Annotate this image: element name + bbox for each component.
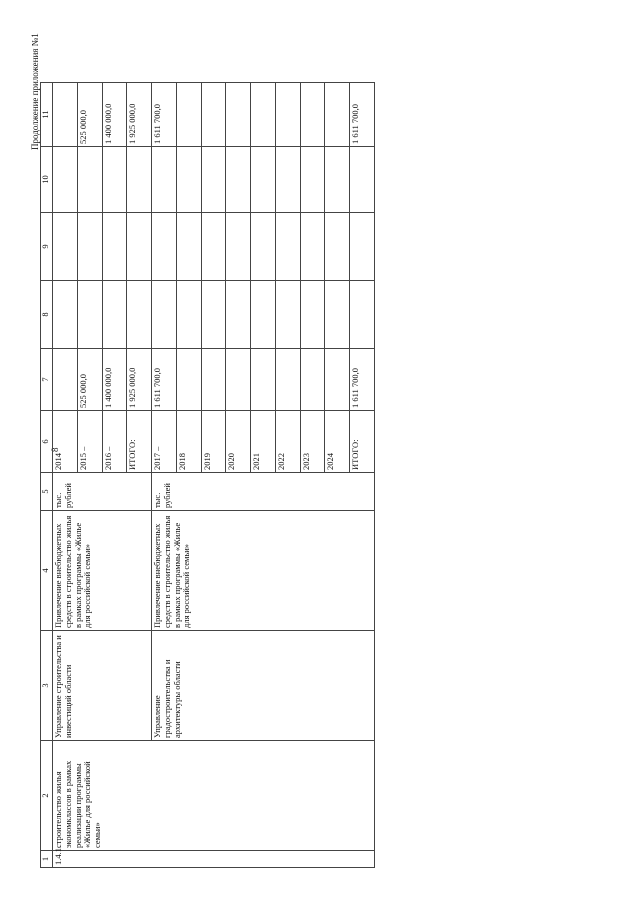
empty-cell xyxy=(53,213,78,281)
empty-cell xyxy=(251,281,276,349)
empty-cell xyxy=(127,213,152,281)
empty-cell xyxy=(77,147,102,213)
empty-cell xyxy=(201,213,226,281)
col-header: 10 xyxy=(41,147,53,213)
page-number: 8 xyxy=(50,447,60,452)
value-cell xyxy=(201,349,226,411)
executor-cell: Управление градостроительства и архитектуры области xyxy=(152,631,375,741)
total-cell: 1 611 700,0 xyxy=(152,83,177,147)
empty-cell xyxy=(201,281,226,349)
unit-cell: тыс. рублей xyxy=(53,473,152,511)
item-title: строительство жилья экономклассов в рамках реализации программы «Жилье для российской семьи» xyxy=(53,741,375,851)
empty-cell xyxy=(251,147,276,213)
executor-cell: Управление строительства и инвестиций области xyxy=(53,631,152,741)
total-cell xyxy=(53,83,78,147)
value-cell xyxy=(226,349,251,411)
year-cell: 2022 xyxy=(275,411,300,473)
empty-cell xyxy=(300,281,325,349)
empty-cell xyxy=(152,147,177,213)
col-header: 1 xyxy=(41,851,53,868)
empty-cell xyxy=(350,147,375,213)
empty-cell xyxy=(152,213,177,281)
year-cell: 2021 xyxy=(251,411,276,473)
total-cell xyxy=(226,83,251,147)
value-cell xyxy=(275,349,300,411)
value-cell: 1 611 700,0 xyxy=(152,349,177,411)
source-cell: Привлечение внебюджетных средств в строительство жилья в рамках программы «Жилье для российской семьи» xyxy=(53,511,152,631)
empty-cell xyxy=(350,281,375,349)
empty-cell xyxy=(152,281,177,349)
value-cell xyxy=(251,349,276,411)
year-cell: 2017 – xyxy=(152,411,177,473)
empty-cell xyxy=(127,147,152,213)
empty-cell xyxy=(102,281,127,349)
source-cell: Привлечение внебюджетных средств в строительство жилья в рамках программы «Жилье для российской семьи» xyxy=(152,511,375,631)
col-header: 2 xyxy=(41,741,53,851)
total-cell: 1 925 000,0 xyxy=(127,83,152,147)
empty-cell xyxy=(77,281,102,349)
value-cell: 525 000,0 xyxy=(77,349,102,411)
total-cell xyxy=(325,83,350,147)
empty-cell xyxy=(176,213,201,281)
col-header: 6 xyxy=(41,411,53,473)
item-code: 1.4.1. xyxy=(53,851,375,868)
empty-cell xyxy=(226,147,251,213)
total-cell: 1 400 000,0 xyxy=(102,83,127,147)
empty-cell xyxy=(53,147,78,213)
appendix-label: Продолжение приложения №1 xyxy=(30,33,40,150)
empty-cell xyxy=(275,281,300,349)
empty-cell xyxy=(176,147,201,213)
empty-cell xyxy=(325,147,350,213)
col-header: 8 xyxy=(41,281,53,349)
total-cell: 525 000,0 xyxy=(77,83,102,147)
empty-cell xyxy=(325,281,350,349)
year-cell: 2023 xyxy=(300,411,325,473)
value-cell xyxy=(300,349,325,411)
empty-cell xyxy=(201,147,226,213)
empty-cell xyxy=(275,147,300,213)
column-numbers-row xyxy=(41,83,53,868)
total-cell xyxy=(300,83,325,147)
year-cell: 2018 xyxy=(176,411,201,473)
empty-cell xyxy=(226,281,251,349)
program-table-container xyxy=(40,103,375,868)
year-cell: 2024 xyxy=(325,411,350,473)
empty-cell xyxy=(226,213,251,281)
col-header: 7 xyxy=(41,349,53,411)
unit-cell: тыс. рублей xyxy=(152,473,375,511)
total-cell xyxy=(201,83,226,147)
year-cell: 2019 xyxy=(201,411,226,473)
col-header: 3 xyxy=(41,631,53,741)
year-cell: 2014 xyxy=(53,411,78,473)
empty-cell xyxy=(102,213,127,281)
program-table xyxy=(40,82,375,868)
empty-cell xyxy=(176,281,201,349)
table-row xyxy=(53,83,78,868)
value-cell: 1 611 700,0 xyxy=(350,349,375,411)
empty-cell xyxy=(77,213,102,281)
year-cell: ИТОГО: xyxy=(350,411,375,473)
year-cell: 2020 xyxy=(226,411,251,473)
total-cell: 1 611 700,0 xyxy=(350,83,375,147)
col-header: 9 xyxy=(41,213,53,281)
value-cell: 1 925 000,0 xyxy=(127,349,152,411)
total-cell xyxy=(275,83,300,147)
col-header: 11 xyxy=(41,83,53,147)
empty-cell xyxy=(325,213,350,281)
empty-cell xyxy=(275,213,300,281)
empty-cell xyxy=(251,213,276,281)
total-cell xyxy=(176,83,201,147)
value-cell xyxy=(53,349,78,411)
empty-cell xyxy=(53,281,78,349)
year-cell: ИТОГО: xyxy=(127,411,152,473)
value-cell: 1 400 000,0 xyxy=(102,349,127,411)
value-cell xyxy=(325,349,350,411)
year-cell: 2015 – xyxy=(77,411,102,473)
col-header: 5 xyxy=(41,473,53,511)
empty-cell xyxy=(127,281,152,349)
col-header: 4 xyxy=(41,511,53,631)
empty-cell xyxy=(350,213,375,281)
value-cell xyxy=(176,349,201,411)
empty-cell xyxy=(300,147,325,213)
empty-cell xyxy=(102,147,127,213)
empty-cell xyxy=(300,213,325,281)
year-cell: 2016 – xyxy=(102,411,127,473)
total-cell xyxy=(251,83,276,147)
